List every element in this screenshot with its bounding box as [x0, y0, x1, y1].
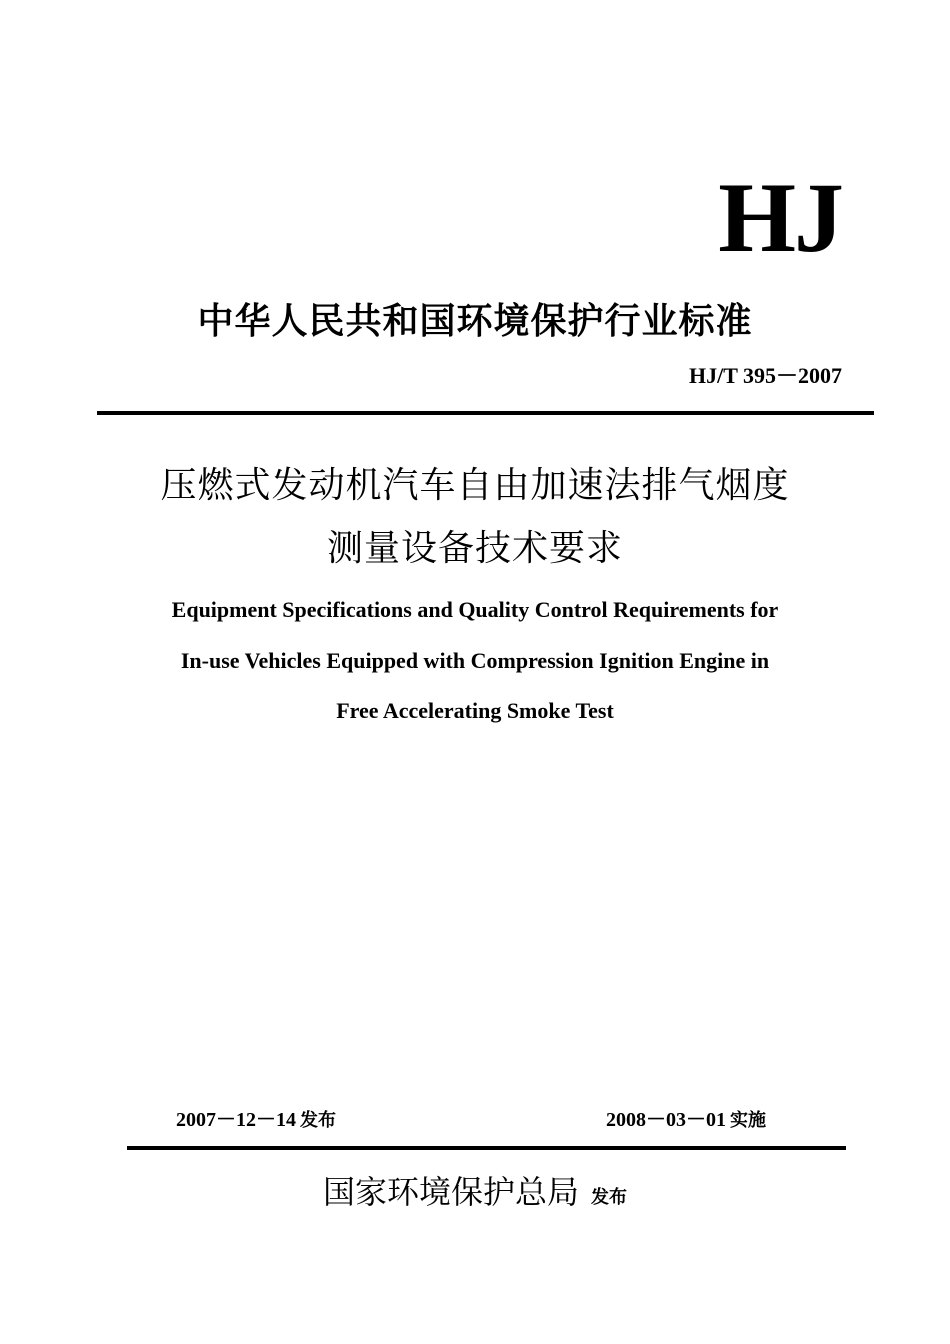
english-title-line-1: Equipment Specifications and Quality Control Requirements for [171, 597, 779, 622]
issue-date-value: 2007－12－14 [176, 1109, 296, 1131]
english-title-line-2: In-use Vehicles Equipped with Compression Ignition Engine in [180, 648, 770, 673]
hj-logo: HJ [718, 162, 842, 273]
chinese-title-line-2: 测量设备技术要求 [326, 528, 623, 569]
english-title-line-3: Free Accelerating Smoke Test [336, 698, 614, 723]
top-divider [97, 411, 874, 415]
standard-number: HJ/T 395－2007 [688, 363, 842, 388]
implementation-date-suffix: 实施 [730, 1110, 766, 1131]
publisher-name: 国家环境保护总局 [322, 1173, 579, 1211]
implementation-date [606, 1106, 766, 1135]
chinese-title-line-1: 压燃式发动机汽车自由加速法排气烟度 [160, 465, 790, 506]
implementation-date-value: 2008－03－01 [606, 1109, 726, 1131]
standard-category: 中华人民共和国环境保护行业标准 [197, 301, 753, 342]
publisher [0, 1170, 950, 1214]
publisher-suffix: 发布 [591, 1187, 627, 1208]
issue-date [176, 1106, 336, 1135]
bottom-divider [127, 1146, 846, 1150]
issue-date-suffix: 发布 [300, 1110, 336, 1131]
